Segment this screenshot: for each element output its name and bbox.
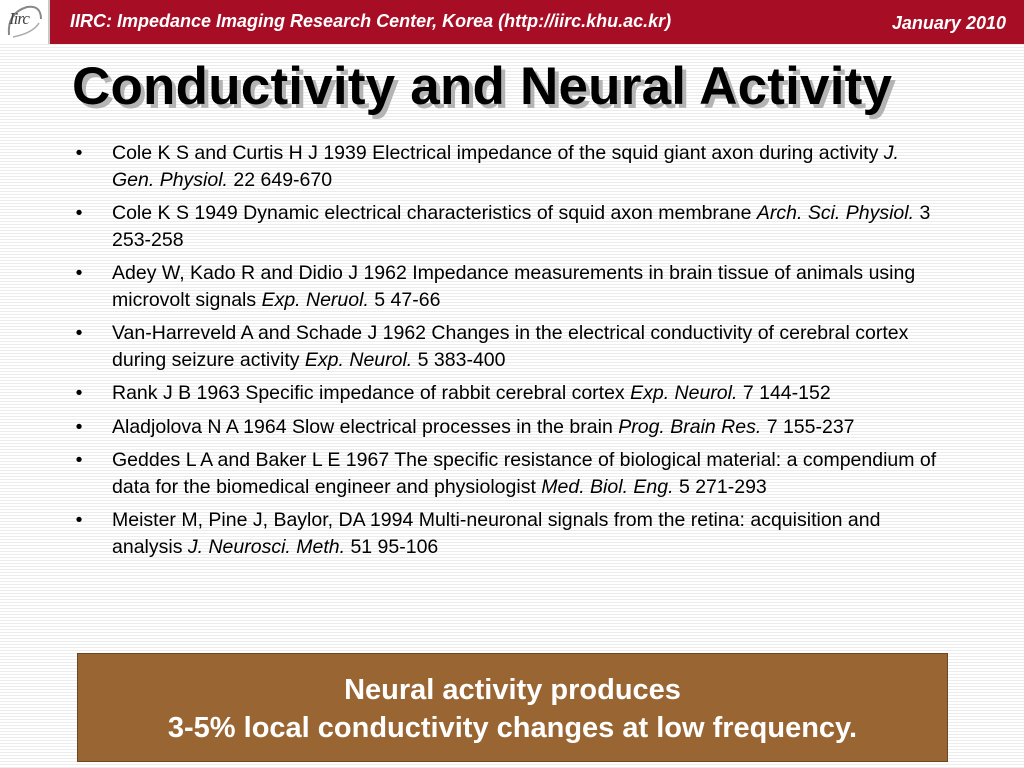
reference-text: Cole K S and Curtis H J 1939 Electrical impedance of the squid giant axon during activity bbox=[112, 142, 879, 164]
bullet-icon: • bbox=[75, 415, 83, 438]
reference-journal: J. Gen. Physiol. bbox=[112, 142, 899, 191]
reference-text: Geddes L A and Baker L E 1967 The specific resistance of biological material: a compendium of data for the biomedical engineer and physiologist bbox=[112, 449, 937, 498]
list-item bbox=[72, 447, 942, 500]
reference-text: Rank J B 1963 Specific impedance of rabbit cerebral cortex bbox=[112, 382, 625, 404]
callout-line-1: Neural activity produces bbox=[344, 674, 681, 706]
bullet-icon: • bbox=[75, 262, 83, 284]
bullet-icon: • bbox=[75, 202, 83, 224]
reference-citation: 7 144-152 bbox=[742, 382, 831, 404]
reference-list bbox=[72, 140, 942, 567]
iirc-logo bbox=[0, 0, 50, 44]
reference-citation: 7 155-237 bbox=[766, 415, 855, 438]
list-item bbox=[72, 380, 942, 407]
list-item bbox=[72, 200, 942, 253]
reference-journal: Prog. Brain Res. bbox=[618, 415, 762, 438]
reference-text: Cole K S 1949 Dynamic electrical characteristics of squid axon membrane bbox=[112, 202, 752, 224]
list-item bbox=[72, 414, 942, 441]
reference-citation: 5 383-400 bbox=[417, 348, 506, 371]
list-item bbox=[72, 140, 942, 193]
list-item bbox=[72, 320, 942, 373]
reference-citation: 5 271-293 bbox=[678, 475, 767, 498]
reference-text: Aladjolova N A 1964 Slow electrical processes in the brain bbox=[112, 415, 613, 438]
reference-journal: Exp. Neruol. bbox=[261, 288, 369, 311]
slide-title: Conductivity and Neural Activity bbox=[72, 57, 893, 116]
reference-journal: Med. Biol. Eng. bbox=[541, 475, 674, 498]
bullet-icon: • bbox=[75, 322, 83, 344]
reference-journal: J. Neurosci. Meth. bbox=[187, 535, 346, 558]
header-title: IIRC: Impedance Imaging Research Center, Korea (http://iirc.khu.ac.kr) bbox=[70, 11, 672, 31]
reference-journal: Arch. Sci. Physiol. bbox=[756, 202, 915, 224]
reference-text: Meister M, Pine J, Baylor, DA 1994 Multi-neuronal signals from the retina: acquisition and analysis bbox=[112, 509, 881, 558]
conclusion-callout bbox=[77, 653, 948, 762]
reference-journal: Exp. Neurol. bbox=[304, 348, 413, 371]
reference-citation: 3 253-258 bbox=[112, 202, 931, 251]
callout-line-2: 3-5% local conductivity changes at low frequency. bbox=[167, 712, 858, 744]
reference-citation: 5 47-66 bbox=[374, 288, 441, 311]
bullet-icon: • bbox=[75, 142, 83, 164]
reference-journal: Exp. Neurol. bbox=[630, 382, 738, 404]
bullet-icon: • bbox=[75, 449, 83, 471]
header-date: January 2010 bbox=[891, 13, 1006, 33]
reference-citation: 22 649-670 bbox=[233, 168, 333, 191]
bullet-icon: • bbox=[75, 509, 83, 531]
reference-text: Adey W, Kado R and Didio J 1962 Impedance measurements in brain tissue of animals using microvolt signals bbox=[112, 262, 916, 311]
bullet-icon: • bbox=[75, 382, 83, 404]
list-item bbox=[72, 507, 942, 560]
reference-text: Van-Harreveld A and Schade J 1962 Changes in the electrical conductivity of cerebral cortex during seizure activity bbox=[112, 322, 909, 371]
reference-citation: 51 95-106 bbox=[350, 535, 439, 558]
header-bar bbox=[0, 0, 1024, 44]
list-item bbox=[72, 260, 942, 313]
logo-text: Iirc bbox=[9, 9, 29, 28]
